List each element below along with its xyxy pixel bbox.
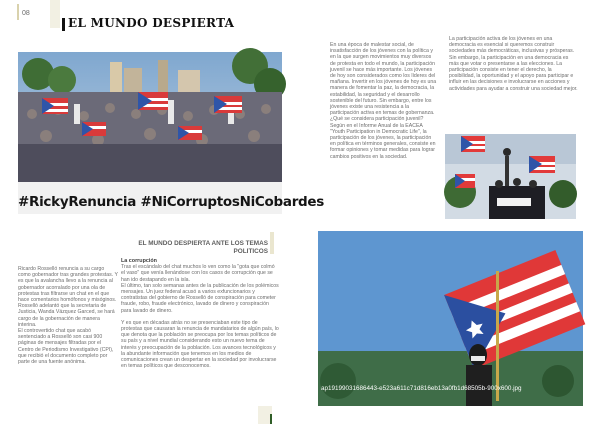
page-number: 08 xyxy=(22,10,30,17)
intro-question-paragraph: ¿Qué se considera participación juvenil? Según en el Informe Anual de la EACEA "Youth Participation in Democratic Life", la participación de los jóvenes, la participación en política en términos generales, consiste en formar opiniones y tomar medidas para lograr cambios positivos en la sociedad. xyxy=(330,116,436,160)
federal-judge-paragraph: El último, tan solo semanas antes de la publicación de los polémicos mensajes. Un juez federal acusó a varios exfuncionarios y contratistas del gobierno de Rosselló de conspiración para cometer fraude, robo, fraude electrónico, lavado de dinero y conspiración para lavado de dinero. xyxy=(121,282,279,314)
awakening-paragraph: Y es que en décadas atrás no se presenciaban este tipo de protestas que causaran la renuncia de mandatarios de algún país, lo que denota que la población se preocupa por los temas políticos de su país y a nivel mundial considerando esto un nuevo tema de interés y preocupación de la población. Los avances tecnológicos y la abundante información que tenemos en los medios de comunicaciones crean un despertar en la sociedad por involucrarse en temas políticos que desconocemos. xyxy=(121,319,279,370)
section-subtitle: EL MUNDO DESPIERTA ANTE LOS TEMAS POLITICOS xyxy=(138,240,268,255)
rossello-paragraph: Ricardo Rosselló renuncia a su cargo como gobernador tras grandes protestas. Y es que la avalancha llevo a la renuncia al gobernador acorralado por una ola de protestas tras filtrarse un chat en el que hace comentarios homófonos y misóginos. Rosselló adelantó que la secretaria de Justicia, Wanda Vázquez Garced, se hará cargo de la gobernación de manera interina. xyxy=(18,266,118,328)
page-title: EL MUNDO DESPIERTA xyxy=(68,16,235,30)
corner-decoration xyxy=(50,0,60,28)
protest-banner-text: #RickyRenuncia #NiCorruptosNiCobardes xyxy=(18,194,325,210)
protest-photo xyxy=(18,52,325,214)
footer-green-rule xyxy=(270,414,272,424)
scandal-paragraph: Tras el escándalo del chat muchos lo ven como la "gota que colmó el vaso" que venía llenándose con los casos de corrupción que se han ido destapando en la isla. xyxy=(121,264,275,283)
intro-column xyxy=(330,42,438,160)
right-top-column xyxy=(449,36,579,92)
page-number-rule xyxy=(17,4,19,20)
man-with-flag-photo xyxy=(318,231,583,406)
intro-paragraph: En una época de malestar social, de insatisfacción de los jóvenes con la política y en la que surgen movimientos muy diversos de protesta en todo el mundo, la participación juvenil se hace más importante. Los jóvenes de hoy son considerados como los líderes del mañana. Invertir en los jóvenes de hoy es una manera de fomentar la paz, la democracia, la estabilidad, la seguridad y el desarrollo sostenible del futuro. Sin embargo, entre los jóvenes existe una resistencia a la participación activa en temas de gobernanza. xyxy=(330,42,437,117)
image-filename: ap19199031686443-e523a611c71d816eb13a0fb1d68505b-900x600.jpg xyxy=(321,385,522,392)
left-column xyxy=(18,266,118,365)
corruption-heading: La corrupción xyxy=(121,258,157,264)
title-accent-bar xyxy=(62,18,65,31)
flag-protest-photo xyxy=(445,134,576,219)
middle-column xyxy=(121,258,279,369)
chat-paragraph: El controvertido chat que acabó sentenciado a Rosselló son casi 900 páginas de mensajes filtradas por el Centro de Periodismo Investigativo (CPI), que recibió el documento completo por parte de una fuente anónima. xyxy=(18,328,114,366)
subtitle-accent xyxy=(270,232,274,254)
participation-paragraph: La participación activa de los jóvenes en una democracia es esencial si queremos construir sociedades más democráticas, inclusivas y prósperas. Sin embargo, la participación en una democracia es más que votar o presentarse a las elecciones. La participación consiste en tener el derecho, la posibilidad, la oportunidad y el apoyo para participar e influir en las decisiones e involucrarse en acciones y actividades para ayudar a construir una sociedad mejor. xyxy=(449,36,578,92)
